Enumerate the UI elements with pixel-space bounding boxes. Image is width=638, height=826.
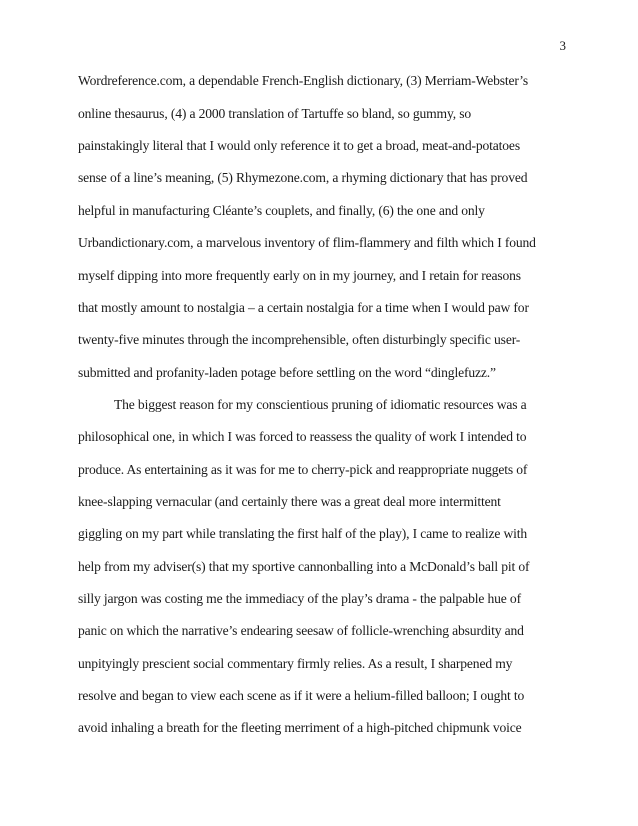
text-line: sense of a line’s meaning, (5) Rhymezone.com, a rhyming dictionary that has proved <box>78 170 528 185</box>
text-line: online thesaurus, (4) a 2000 translation of Tartuffe so bland, so gummy, so <box>78 106 472 121</box>
text-line: panic on which the narrative’s endearing seesaw of follicle-wrenching absurdity and <box>78 623 524 638</box>
page-number: 3 <box>559 38 566 53</box>
text-line: Wordreference.com, a dependable French-English dictionary, (3) Merriam-Webster’s <box>78 73 529 88</box>
text-line: help from my adviser(s) that my sportive cannonballing into a McDonald’s ball pit of <box>78 559 530 574</box>
text-line: Urbandictionary.com, a marvelous inventory of flim-flammery and filth which I found <box>78 235 536 250</box>
text-line: avoid inhaling a breath for the fleeting merriment of a high-pitched chipmunk voice <box>78 720 522 735</box>
text-line: giggling on my part while translating the first half of the play), I came to realize with <box>78 526 528 541</box>
text-line: resolve and began to view each scene as if it were a helium-filled balloon; I ought to <box>78 688 525 703</box>
text-line: helpful in manufacturing Cléante’s couplets, and finally, (6) the one and only <box>78 203 485 218</box>
text-line: produce. As entertaining as it was for me to cherry-pick and reappropriate nuggets of <box>78 462 528 477</box>
text-line: twenty-five minutes through the incomprehensible, often disturbingly specific user- <box>78 332 521 347</box>
text-line: submitted and profanity-laden potage before settling on the word “dinglefuzz.” <box>78 365 496 380</box>
text-line: knee-slapping vernacular (and certainly there was a great deal more intermittent <box>78 494 501 509</box>
text-line: painstakingly literal that I would only reference it to get a broad, meat-and-potatoes <box>78 138 520 153</box>
text-line: silly jargon was costing me the immediacy of the play’s drama - the palpable hue of <box>78 591 521 606</box>
text-line: that mostly amount to nostalgia – a certain nostalgia for a time when I would paw for <box>78 300 529 315</box>
text-line: philosophical one, in which I was forced to reassess the quality of work I intended to <box>78 429 527 444</box>
text-line: myself dipping into more frequently early on in my journey, and I retain for reasons <box>78 268 521 283</box>
paragraph-start-line: The biggest reason for my conscientious pruning of idiomatic resources was a <box>114 397 527 412</box>
text-line: unpityingly prescient social commentary firmly relies. As a result, I sharpened my <box>78 656 513 671</box>
